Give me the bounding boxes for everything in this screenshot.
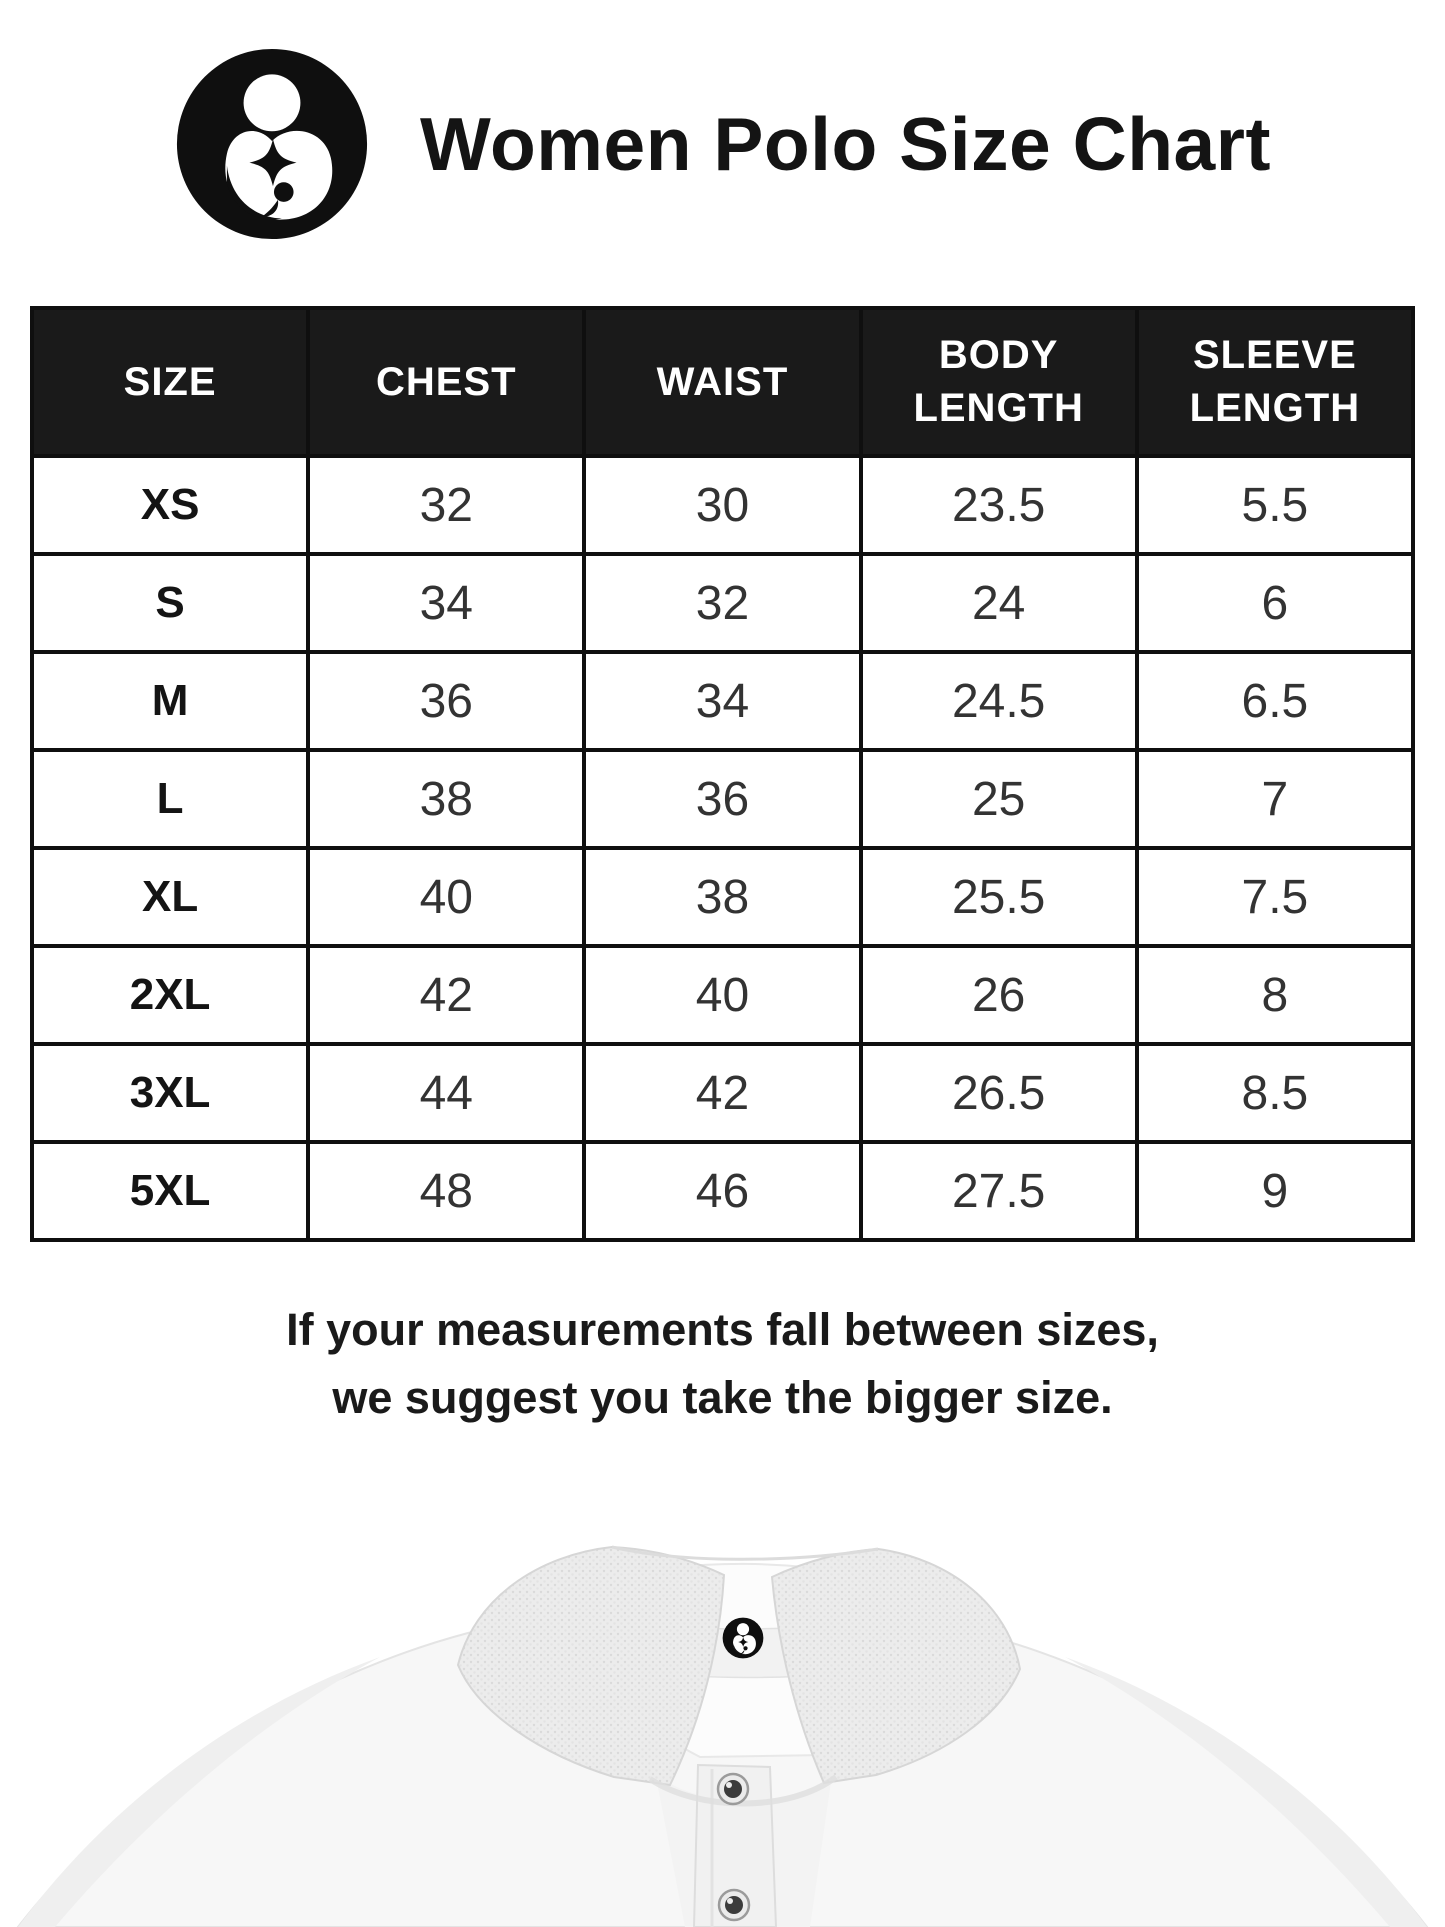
column-header-body-length-label: BODY LENGTH [913, 333, 1084, 430]
chest-cell: 32 [308, 456, 584, 554]
chest-cell: 48 [308, 1142, 584, 1240]
table-row-3xl [32, 1044, 1413, 1142]
sleeve-length-cell: 7 [1137, 750, 1413, 848]
column-header-size [32, 308, 308, 456]
body-length-cell: 26 [861, 946, 1137, 1044]
collar-label-logo-icon [723, 1618, 764, 1659]
waist-cell: 38 [584, 848, 860, 946]
size-cell: M [32, 652, 308, 750]
chest-cell: 40 [308, 848, 584, 946]
column-header-sleeve-length-label: SLEEVE LENGTH [1189, 333, 1361, 430]
size-table [30, 306, 1415, 1242]
sleeve-length-cell: 8 [1137, 946, 1413, 1044]
table-row-5xl [32, 1142, 1413, 1240]
table-row-s [32, 554, 1413, 652]
size-cell: S [32, 554, 308, 652]
collar-button [718, 1774, 748, 1804]
body-length-cell: 25 [861, 750, 1137, 848]
brand-header [0, 0, 1445, 242]
size-cell: 5XL [32, 1142, 308, 1240]
body-length-cell: 24 [861, 554, 1137, 652]
chest-cell: 38 [308, 750, 584, 848]
polo-shirt-image [0, 1527, 1445, 1927]
column-header-size-label: SIZE [123, 359, 217, 404]
chest-cell: 44 [308, 1044, 584, 1142]
table-row-m [32, 652, 1413, 750]
placket-button [719, 1890, 749, 1920]
mother-and-child-logo-icon [174, 46, 370, 242]
column-header-waist-label: WAIST [656, 359, 789, 404]
column-header-chest [308, 308, 584, 456]
waist-cell: 36 [584, 750, 860, 848]
chest-cell: 34 [308, 554, 584, 652]
page-title: Women Polo Size Chart [420, 102, 1271, 186]
waist-cell: 30 [584, 456, 860, 554]
chest-cell: 42 [308, 946, 584, 1044]
sleeve-length-cell: 6.5 [1137, 652, 1413, 750]
waist-cell: 42 [584, 1044, 860, 1142]
fit-note-line-2: we suggest you take the bigger size. [332, 1371, 1113, 1423]
table-row-2xl [32, 946, 1413, 1044]
size-table-body [32, 456, 1413, 1240]
fit-note [0, 1296, 1445, 1431]
chest-cell: 36 [308, 652, 584, 750]
waist-cell: 40 [584, 946, 860, 1044]
sleeve-length-cell: 8.5 [1137, 1044, 1413, 1142]
size-cell: L [32, 750, 308, 848]
size-cell: 3XL [32, 1044, 308, 1142]
sleeve-length-cell: 9 [1137, 1142, 1413, 1240]
waist-cell: 34 [584, 652, 860, 750]
column-header-chest-label: CHEST [375, 359, 517, 404]
body-length-cell: 27.5 [861, 1142, 1137, 1240]
table-row-xl [32, 848, 1413, 946]
sleeve-length-cell: 6 [1137, 554, 1413, 652]
column-header-body-length [861, 308, 1137, 456]
column-header-waist [584, 308, 860, 456]
column-header-sleeve-length [1137, 308, 1413, 456]
waist-cell: 32 [584, 554, 860, 652]
size-cell: XS [32, 456, 308, 554]
size-cell: 2XL [32, 946, 308, 1044]
table-row-xs [32, 456, 1413, 554]
body-length-cell: 24.5 [861, 652, 1137, 750]
table-row-l [32, 750, 1413, 848]
waist-cell: 46 [584, 1142, 860, 1240]
size-cell: XL [32, 848, 308, 946]
body-length-cell: 26.5 [861, 1044, 1137, 1142]
header-row [32, 308, 1413, 456]
body-length-cell: 25.5 [861, 848, 1137, 946]
size-table-head [32, 308, 1413, 456]
sleeve-length-cell: 5.5 [1137, 456, 1413, 554]
fit-note-line-1: If your measurements fall between sizes, [286, 1304, 1159, 1355]
sleeve-length-cell: 7.5 [1137, 848, 1413, 946]
body-length-cell: 23.5 [861, 456, 1137, 554]
